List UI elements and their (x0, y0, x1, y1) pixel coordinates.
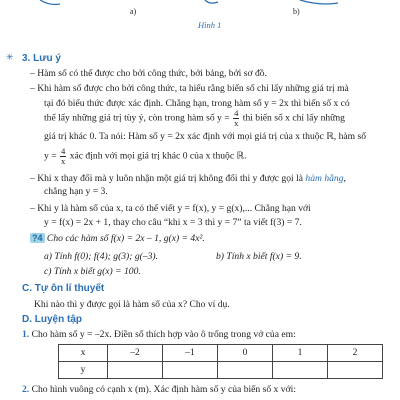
table-cell: 0 (218, 345, 273, 362)
figure-curve-right (300, 0, 338, 4)
exercise-4-prompt (30, 232, 205, 245)
section-c-title: C. Tự ôn lí thuyết (22, 283, 105, 294)
line-5-text-b: xác định với mọi giá trị khác 0 của x thuộc ℝ. (69, 150, 247, 162)
figure-caption: Hình 1 (198, 20, 222, 30)
table-cell-empty (273, 362, 328, 379)
section-d-title: D. Luyện tập (22, 314, 83, 325)
fraction-numerator: 4 (234, 108, 239, 118)
exercise-part-c: c) Tính x biết g(x) = 100. (44, 266, 141, 277)
figure-label-b: b) (293, 7, 300, 16)
section-3-title: 3. Lưu ý (22, 53, 61, 64)
table-cell: 2 (328, 345, 383, 362)
question-1-text: Cho hàm số y = –2x. Điền số thích hợp vào ô trống trong vở của em: (31, 329, 296, 340)
table-row-x (59, 345, 383, 362)
note-bullet-1: – Hàm số có thể được cho bởi công thức, bởi bảng, bởi sơ đồ. (30, 68, 267, 79)
figure-label-a: a) (130, 7, 137, 16)
note-bullet-3-line-1 (30, 172, 346, 185)
note-bullet-2-line-1: – Khi hàm số được cho bởi công thức, ta hiểu rằng biến số chỉ lấy những giá trị mà (30, 83, 349, 94)
fraction-4-over-x-2 (60, 147, 66, 166)
question-2-text: Cho hình vuông có cạnh x (m). Xác định hàm số y của biến số x với: (31, 384, 296, 395)
question-2 (22, 383, 296, 396)
table-cell: –2 (108, 345, 163, 362)
table-cell: x (59, 345, 108, 362)
note-bullet-3-line-2: chẳng hạn y = 3. (44, 186, 108, 197)
exercise-part-b: b) Tính x biết f(x) = 9. (216, 251, 302, 262)
table-row-y (59, 362, 383, 379)
table-cell: 1 (273, 345, 328, 362)
figure-fragment (0, 0, 400, 10)
fraction-numerator-2: 4 (61, 146, 66, 156)
figure-curve-mid (205, 0, 218, 3)
note-bullet-4-line-1: – Khi y là hàm số của x, ta có thể viết y = f(x), y = g(x),... Chẳng hạn với (30, 203, 311, 214)
fraction-4-over-x (233, 109, 239, 128)
bullet-3-comma: , (343, 173, 346, 184)
exercise-badge: ?4 (32, 233, 43, 243)
margin-star-icon: ✳ (6, 52, 14, 62)
bullet-3-text-a: – Khi x thay đổi mà y luôn nhận một giá trị không đổi thì y được gọi là (30, 173, 304, 184)
section-c-text: Khi nào thì y được gọi là hàm số của x? Cho ví dụ. (34, 299, 230, 310)
note-bullet-2-line-5 (44, 147, 247, 166)
table-cell-empty (163, 362, 218, 379)
question-1 (22, 328, 296, 341)
table-cell-empty (218, 362, 273, 379)
table-cell: y (59, 362, 108, 379)
table-cell-empty (108, 362, 163, 379)
line-3-text-b: thì biến số x chỉ lấy những (242, 112, 345, 124)
question-2-number: 2. (22, 384, 30, 395)
table-cell-empty (328, 362, 383, 379)
question-1-number: 1. (22, 329, 30, 340)
note-bullet-2-line-2: tại đó biểu thức được xác định. Chẳng hạn, trong hàm số y = 2x thì biến số x có (44, 98, 350, 109)
exercise-prompt-text: Cho các hàm số f(x) = 2x – 1, g(x) = 4x². (46, 233, 205, 244)
term-ham-hang: hàm hằng (305, 173, 344, 184)
fraction-denominator: x (234, 118, 239, 128)
table-cell: –1 (163, 345, 218, 362)
value-table (58, 344, 383, 379)
note-bullet-4-line-2: y = f(x) = 2x + 1, thay cho câu “khi x = 3 thì y = 7” ta viết f(3) = 7. (44, 217, 302, 228)
exercise-part-a: a) Tính f(0); f(4); g(3); g(–3). (44, 251, 159, 262)
line-3-text-a: thể lấy những giá trị tùy ý, còn trong hàm số y = (44, 112, 230, 124)
note-bullet-2-line-4: giá trị khác 0. Ta nói: Hàm số y = 2x xác định với mọi giá trị của x thuộc ℝ, hàm số (44, 131, 367, 142)
line-5-text-a: y = (44, 150, 57, 162)
figure-curve-left (40, 0, 60, 5)
fraction-denominator-2: x (61, 156, 66, 166)
note-bullet-2-line-3 (44, 109, 345, 128)
